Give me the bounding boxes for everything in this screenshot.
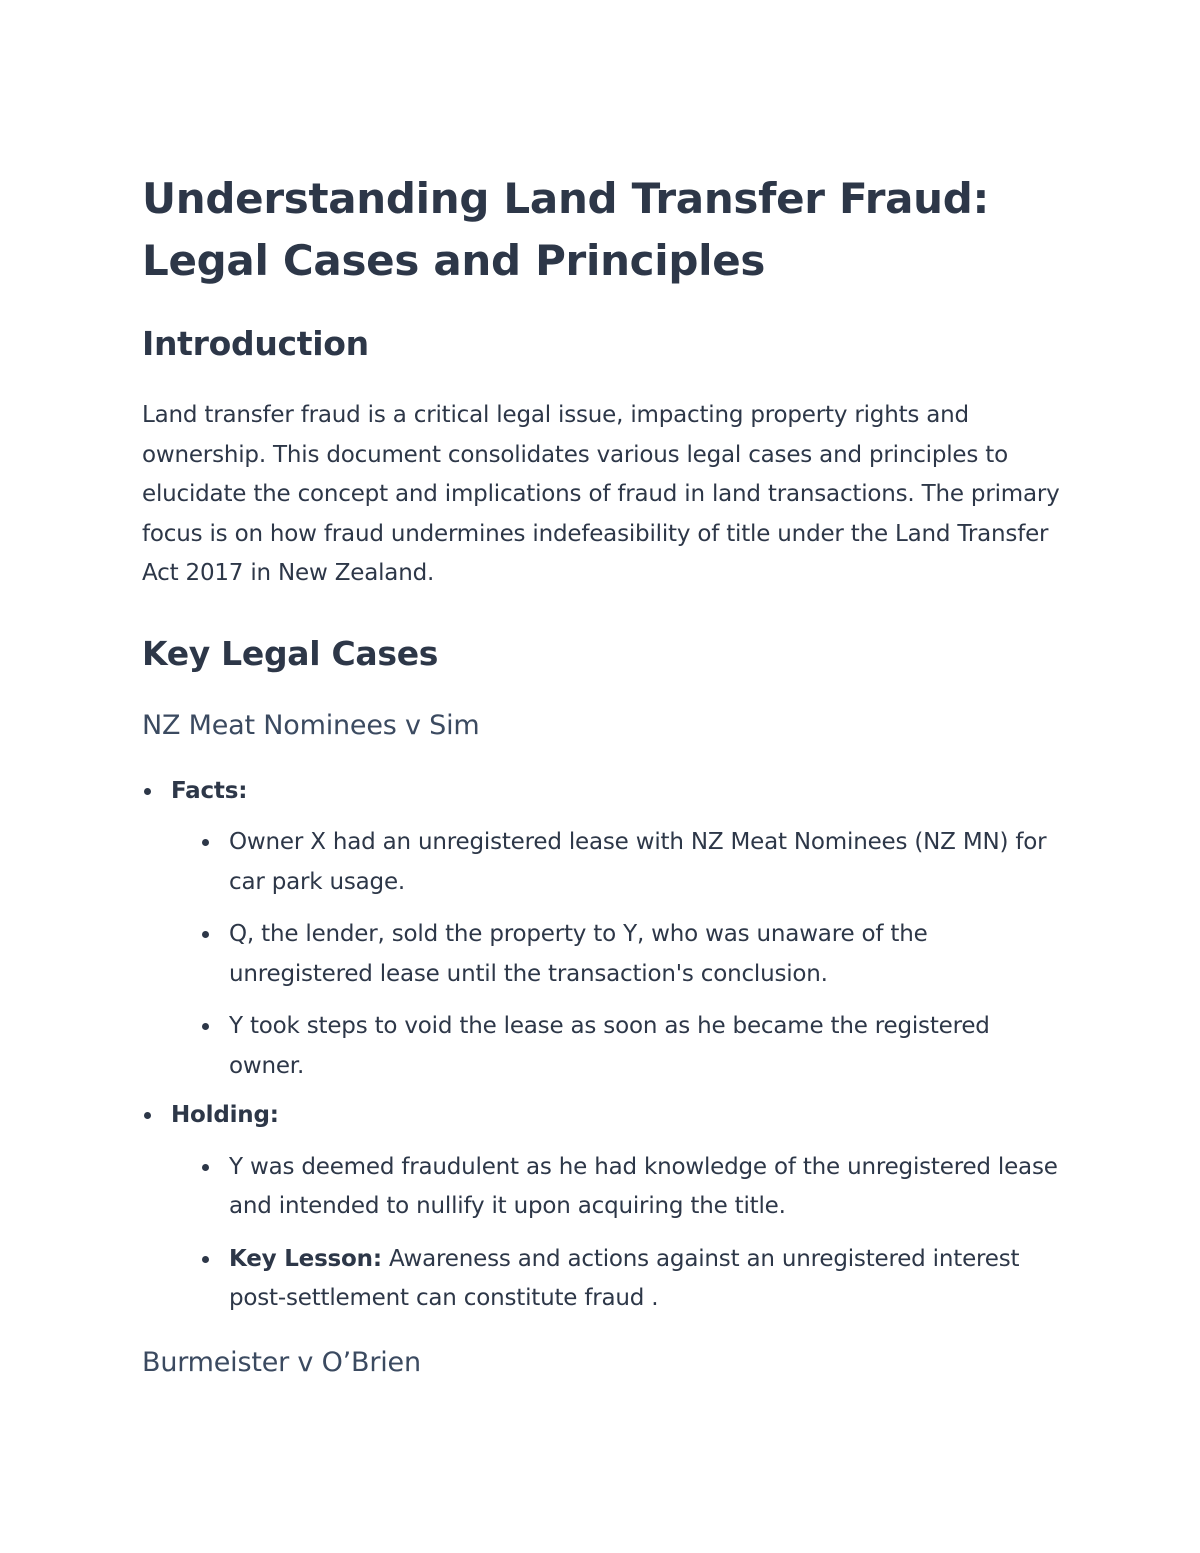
document-title (142, 168, 1062, 292)
key-lesson-text: Awareness and actions against an unregistered interest post-settlement can constitute fraud . (229, 1245, 1020, 1311)
list-item: Q, the lender, sold the property to Y, who was unaware of the unregistered lease until the transaction's conclusion. (200, 915, 1062, 994)
introduction-heading: Introduction (142, 324, 369, 363)
holding-label: Holding: (171, 1102, 279, 1128)
facts-item (142, 772, 1062, 1087)
list-item: Y was deemed fraudulent as he had knowledge of the unregistered lease and intended to nullify it upon acquiring the title. (200, 1148, 1062, 1227)
case-heading-nz-meat-nominees: NZ Meat Nominees v Sim (142, 709, 480, 741)
title-line-2: Legal Cases and Principles (142, 236, 766, 285)
introduction-paragraph: Land transfer fraud is a critical legal issue, impacting property rights and ownership. This document consolidates various legal cases and principles to elucidate the concept and implications of fraud in land transactions. The primary focus is on how fraud undermines indefeasibility of title under the Land Transfer Act 2017 in New Zealand. (142, 402, 1060, 586)
holding-list (171, 1148, 1062, 1319)
case1-outline (142, 772, 1062, 1319)
facts-label: Facts: (171, 777, 248, 804)
list-item: Owner X had an unregistered lease with NZ Meat Nominees (NZ MN) for car park usage. (200, 823, 1062, 902)
case-heading-burmeister: Burmeister v O’Brien (142, 1346, 421, 1378)
key-lesson-item (200, 1240, 1062, 1319)
document-page (142, 168, 1062, 1381)
title-line-1: Understanding Land Transfer Fraud: (142, 174, 990, 223)
facts-list (171, 823, 1062, 1086)
key-legal-cases-heading: Key Legal Cases (142, 633, 439, 673)
list-item: Y took steps to void the lease as soon as he became the registered owner. (200, 1007, 1062, 1086)
key-lesson-label: Key Lesson: (229, 1245, 382, 1272)
holding-item (142, 1096, 1062, 1319)
